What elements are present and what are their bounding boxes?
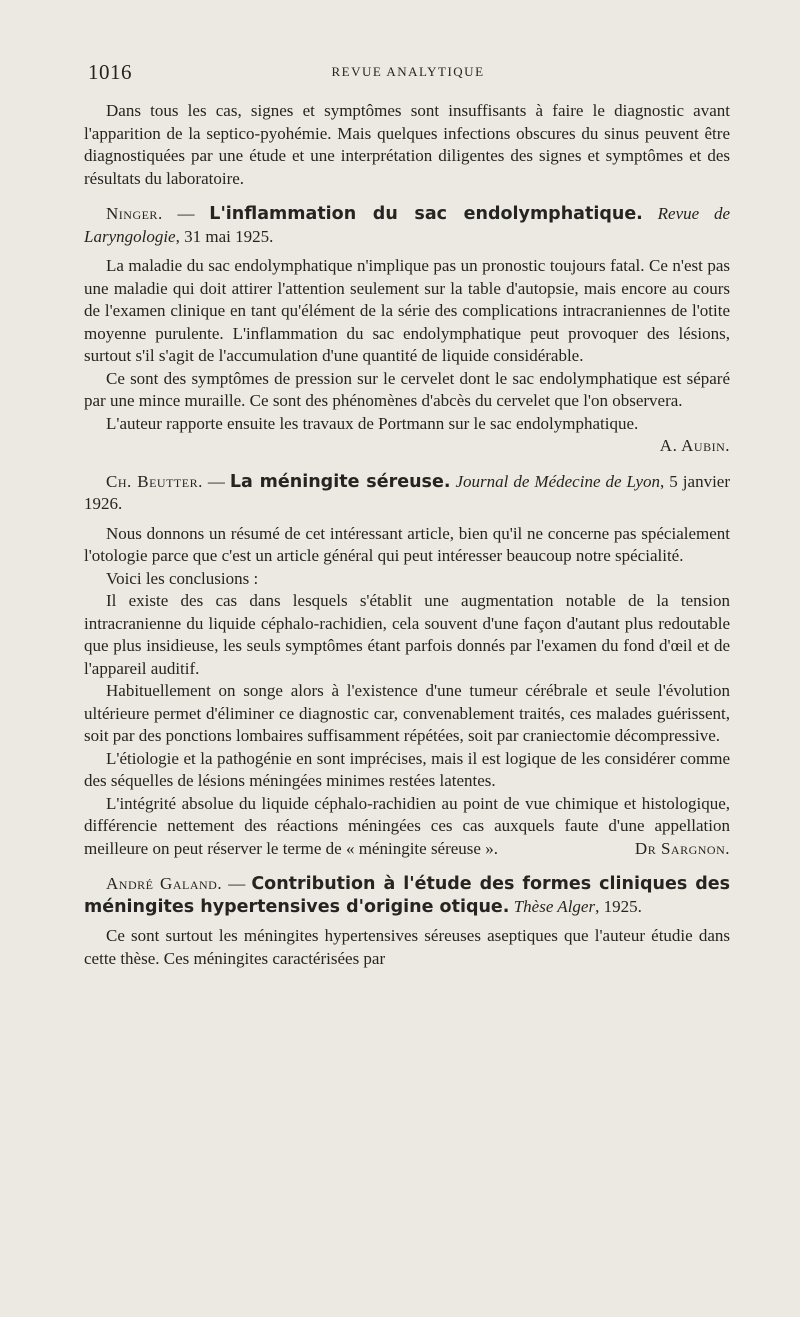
abstract-paragraph: Ce sont surtout les méningites hypertensives séreuses aseptiques que l'auteur étudie dans cette thèse. Ces méningites caractérisées par — [84, 926, 730, 968]
reviewer-signature: A. Aubin. — [659, 436, 730, 455]
page-number: 1016 — [88, 60, 132, 84]
abstract-paragraph: Il existe des cas dans lesquels s'établit une augmentation notable de la tension intracranienne du liquide céphalo-rachidien, cela souvent d'une façon d'autant plus redoutable que plus insidieuse, les seuls symptômes étant parfois donnés par l'examen du fond d'œil et de l'appareil auditif. — [84, 591, 730, 678]
article-title: La méningite séreuse. — [229, 471, 451, 492]
abstract-paragraph: La maladie du sac endolymphatique n'implique pas un pronostic toujours fatal. Ce n'est pas une maladie qui doit attirer l'attention seulement sur la table d'autopsie, mais encore au cours de l'examen clinique en tant qu'élément de la série des complications intracraniennes de l'otite moyenne purulente. L'inflammation du sac endolymphatique peut provoquer des lésions, surtout s'il s'agit de l'accumulation d'une quantité de liquide considérable. — [84, 256, 730, 365]
reviewer-signature: Dr Sargnon. — [634, 838, 730, 858]
abstract-paragraph: Ce sont des symptômes de pression sur le cervelet dont le sac endolymphatique est séparé par une mince muraille. Ce sont des phénomènes d'abcès du cervelet que l'on observera. — [84, 368, 730, 410]
abstract-paragraph: L'étiologie et la pathogénie en sont imprécises, mais il est logique de les considérer comme des séquelles de lésions méningées minimes restées latentes. — [84, 748, 730, 790]
journal-name: Journal de Médecine de Lyon — [455, 471, 661, 491]
entry-author: Ninger. — [106, 204, 163, 223]
entry-dash: — — [222, 874, 252, 893]
abstract-paragraph: Habituellement on songe alors à l'existence d'une tumeur cérébrale et seule l'évolution ultérieure permet d'éliminer ce diagnostic car, convenablement traités, ces malades guérissent, soit par des ponctions lombaires suffisamment répétées, soit par craniectomie décompressive. — [84, 681, 730, 745]
running-title: REVUE ANALYTIQUE — [331, 64, 485, 79]
entry-author: André Galand. — [106, 874, 223, 893]
article-title: Contribution à l'étude des formes cliniques des méningites hypertensives d'origine otique. — [84, 874, 731, 917]
entry-heading-galand — [84, 873, 730, 918]
page-header — [88, 60, 728, 88]
entry-dash: — — [162, 204, 210, 223]
publication-date: , 1925. — [595, 896, 642, 916]
abstract-paragraph-signed — [84, 413, 730, 458]
article-title: L'inflammation du sac endolymphatique. — [209, 204, 643, 224]
entry-author: Ch. Beutter. — [106, 471, 203, 491]
abstract-paragraph-signed — [84, 793, 730, 861]
entry-dash: — — [202, 471, 230, 491]
entry-heading-beutter — [84, 471, 730, 516]
abstract-paragraph: Nous donnons un résumé de cet intéressant article, bien qu'il ne concerne pas spécialement l'otologie parce que c'est un article général qui peut intéresser beaucoup notre spécialité. — [84, 523, 730, 565]
paragraph-text: L'intégrité absolue du liquide céphalo-rachidien au point de vue chimique et histologique, différencie nettement des réactions méningées ces cas auxquels faute d'une appellation meilleure on peut réserver le terme de « méningite séreuse ». — [84, 793, 730, 858]
page-content — [84, 100, 730, 970]
entry-heading-ninger — [84, 203, 730, 248]
intro-paragraph: Dans tous les cas, signes et symptômes sont insuffisants à faire le diagnostic avant l'apparition de la septico-pyohémie. Mais quelques infections obscures du sinus peuvent être diagnostiquées par une étude et une interprétation diligentes des signes et symptômes et des résultats du laboratoire. — [84, 101, 730, 188]
abstract-paragraph: Voici les conclusions : — [106, 568, 259, 588]
paragraph-text: L'auteur rapporte ensuite les travaux de Portmann sur le sac endolymphatique. — [106, 413, 639, 433]
publication-date: , 31 mai 1925. — [175, 226, 274, 246]
journal-name: Thèse Alger — [513, 896, 596, 916]
publication-date: , 5 janvier 1926. — [84, 471, 731, 513]
journal-name: Revue de Laryngologie — [84, 204, 730, 246]
